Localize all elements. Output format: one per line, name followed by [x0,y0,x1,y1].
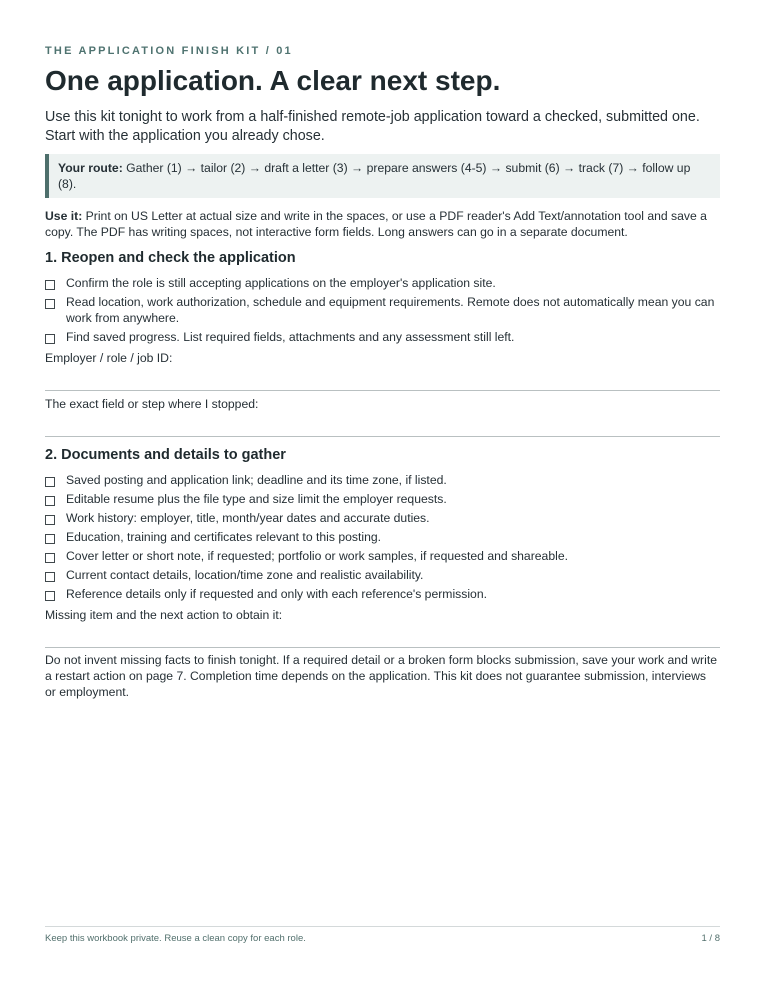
checklist-item [45,586,720,602]
closing-note: Do not invent missing facts to finish tonight. If a required detail or a broken form blocks submission, save your work and write a restart action on page 7. Completion time depends on the application. This kit does not guarantee submission, interviews or employment. [45,653,717,699]
checklist-item [45,510,720,526]
employer-role-write-line[interactable] [45,390,720,391]
checklist-item [45,472,720,488]
checklist-item-label: Reference details only if requested and only with each reference's permission. [66,587,487,601]
checklist-item-label: Confirm the role is still accepting applications on the employer's application site. [66,276,496,290]
checkbox[interactable] [45,553,55,563]
checklist-item-label: Find saved progress. List required fields, attachments and any assessment still left. [66,330,515,344]
checklist-item [45,491,720,507]
checkbox[interactable] [45,591,55,601]
checklist-item [45,529,720,545]
checklist-item [45,567,720,583]
use-it-label: Use it: [45,209,83,223]
missing-item-write-line[interactable] [45,647,720,648]
checklist-item-label: Editable resume plus the file type and size limit the employer requests. [66,492,447,506]
checklist-item-label: Saved posting and application link; deadline and its time zone, if listed. [66,473,447,487]
checklist-item-label: Work history: employer, title, month/year dates and accurate duties. [66,511,430,525]
page-number: 1 / 8 [701,933,720,944]
section-2-heading: 2. Documents and details to gather [45,447,286,463]
use-it-text: Print on US Letter at actual size and write in the spaces, or use a PDF reader's Add Text/annotation tool and save a copy. The PDF has writing spaces, not interactive form fields. Long answers can go in a separate document. [45,209,707,239]
missing-item-label: Missing item and the next action to obtain it: [45,608,283,622]
page-title: One application. A clear next step. [45,65,501,96]
checkbox[interactable] [45,299,55,309]
footer-text: Keep this workbook private. Reuse a clean copy for each role. [45,933,306,944]
route-text: Gather (1) → tailor (2) → draft a letter (3) → prepare answers (4-5) → submit (6) → track (7) → follow up (8). [58,161,691,191]
checklist-item [45,548,720,564]
workbook-page [45,44,720,700]
checkbox[interactable] [45,572,55,582]
section-1-heading: 1. Reopen and check the application [45,250,296,266]
checkbox[interactable] [45,534,55,544]
checklist-item-label: Education, training and certificates relevant to this posting. [66,530,382,544]
employer-role-label: Employer / role / job ID: [45,351,173,365]
checklist-item [45,294,720,326]
checkbox[interactable] [45,477,55,487]
section-2-checklist [45,472,720,602]
checklist-item [45,329,720,345]
section-1-checklist [45,275,720,345]
checklist-item-label: Cover letter or short note, if requested; portfolio or work samples, if requested and shareable. [66,549,568,563]
page-footer [45,926,720,945]
route-label: Your route: [58,161,123,175]
checkbox[interactable] [45,496,55,506]
checklist-item-label: Read location, work authorization, schedule and equipment requirements. Remote does not automatically mean you can work from anywhere. [66,295,715,325]
checkbox[interactable] [45,515,55,525]
checklist-item [45,275,720,291]
checklist-item-label: Current contact details, location/time zone and realistic availability. [66,568,424,582]
checkbox[interactable] [45,280,55,290]
intro-paragraph: Use this kit tonight to work from a half-finished remote-job application toward a checked, submitted one. Start with the application you already chose. [45,109,700,144]
use-it-note [45,208,720,240]
checkbox[interactable] [45,334,55,344]
route-callout [45,154,720,198]
kit-kicker: THE APPLICATION FINISH KIT / 01 [45,45,293,57]
stopped-step-label: The exact field or step where I stopped: [45,397,259,411]
